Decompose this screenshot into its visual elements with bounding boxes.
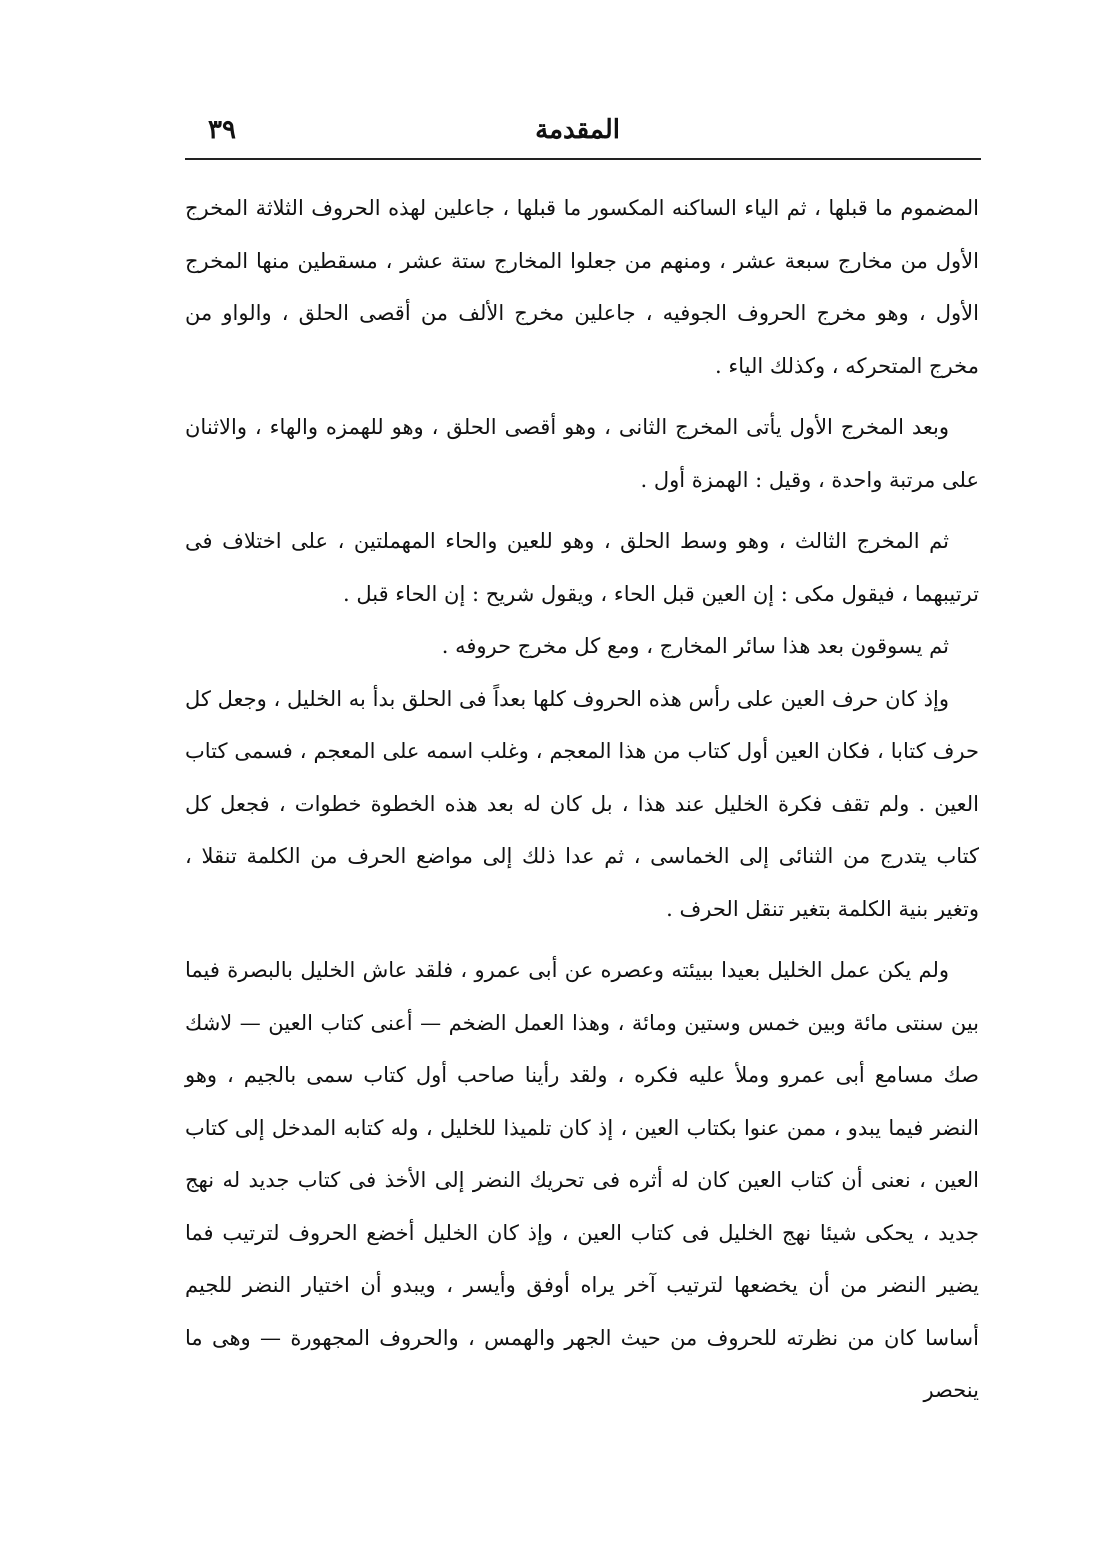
body-text (185, 182, 979, 1417)
page-number: ٣٩ (208, 115, 236, 145)
running-title: المقدمة (535, 115, 620, 145)
paragraph-6: ولم يكن عمل الخليل بعيدا ببيئته وعصره عن أبى عمرو ، فلقد عاش الخليل بالبصرة فيما بين سنتى مائة وبين خمس وستين ومائة ، وهذا العمل الضخم — أعنى كتاب العين — لاشك صك مسامع أبى عمرو وملأ عليه فكره ، ولقد رأينا صاحب أول كتاب سمى بالجيم ، وهو النضر فيما يبدو ، ممن عنوا بكتاب العين ، إذ كان تلميذا للخليل ، وله كتابه المدخل إلى كتاب العين ، نعنى أن كتاب العين كان له أثره فى تحريك النضر إلى الأخذ فى كتاب جديد له نهج جديد ، يحكى شيئا نهج الخليل فى كتاب العين ، وإذ كان الخليل أخضع الحروف لترتيب فما يضير النضر من أن يخضعها لترتيب آخر يراه أوفق وأيسر ، ويبدو أن اختيار النضر للجيم أساسا كان من نظرته للحروف من حيث الجهر والهمس ، والحروف المجهورة — وهى ما ينحصر (185, 958, 979, 1402)
paragraph-3: ثم المخرج الثالث ، وهو وسط الحلق ، وهو للعين والحاء المهملتين ، على اختلاف فى ترتيبهما ، فيقول مكى : إن العين قبل الحاء ، ويقول شريح : إن الحاء قبل . (185, 529, 979, 606)
paragraph-2: وبعد المخرج الأول يأتى المخرج الثانى ، وهو أقصى الحلق ، وهو للهمزه والهاء ، والاثنان على مرتبة واحدة ، وقيل : الهمزة أول . (185, 415, 979, 492)
page-header (190, 110, 980, 150)
paragraph-5: وإذ كان حرف العين على رأس هذه الحروف كلها بعداً فى الحلق بدأ به الخليل ، وجعل كل حرف كتابا ، فكان العين أول كتاب من هذا المعجم ، وغلب اسمه على المعجم ، فسمى كتاب العين . ولم تقف فكرة الخليل عند هذا ، بل كان له بعد هذه الخطوة خطوات ، فجعل كل كتاب يتدرج من الثنائى إلى الخماسى ، ثم عدا ذلك إلى مواضع الحرف من الكلمة تنقلا ، وتغير بنية الكلمة بتغير تنقل الحرف . (185, 686, 979, 921)
header-rule (185, 158, 981, 160)
paragraph-4: ثم يسوقون بعد هذا سائر المخارج ، ومع كل مخرج حروفه . (441, 634, 949, 658)
paragraph-1: المضموم ما قبلها ، ثم الياء الساكنه المكسور ما قبلها ، جاعلين لهذه الحروف الثلاثة المخرج الأول من مخارج سبعة عشر ، ومنهم من جعلوا المخارج ستة عشر ، مسقطين منها المخرج الأول ، وهو مخرج الحروف الجوفيه ، جاعلين مخرج الألف من أقصى الحلق ، والواو من مخرج المتحركه ، وكذلك الياء . (185, 196, 979, 378)
